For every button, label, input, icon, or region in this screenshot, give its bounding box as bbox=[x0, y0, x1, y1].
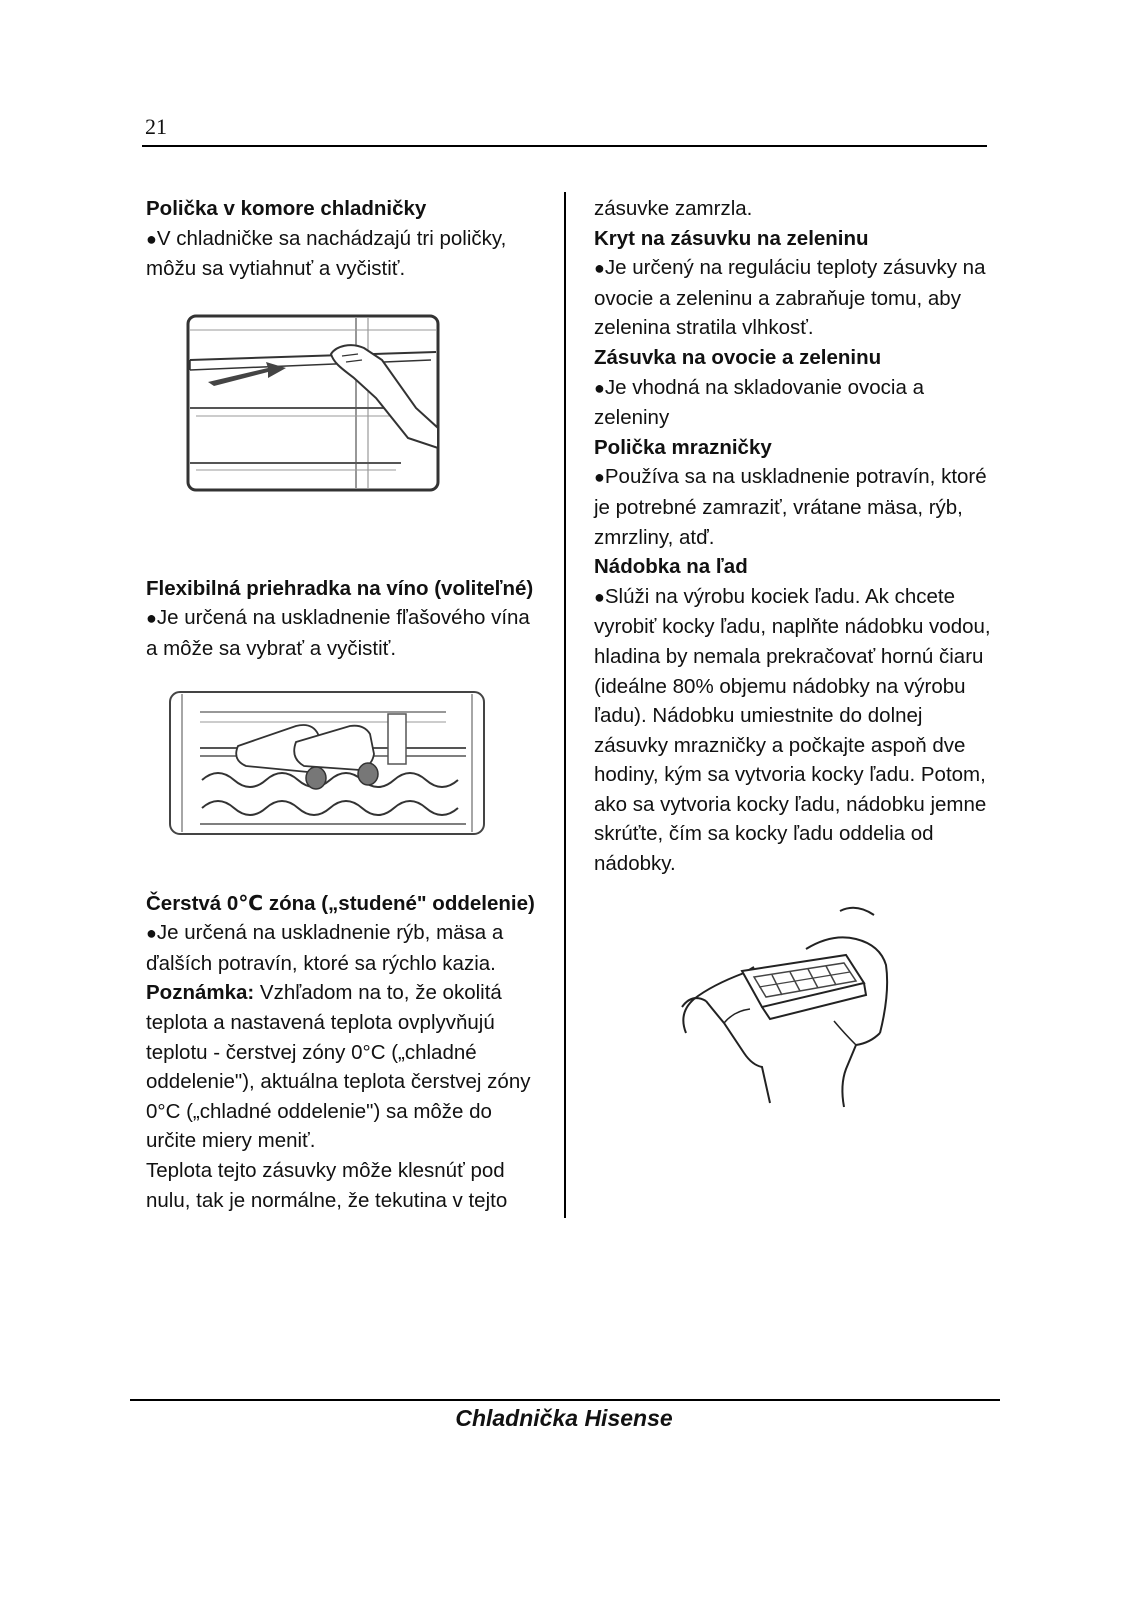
wine-rack-text: ●Je určená na uskladnenie fľašového vína a môže sa vybrať a vyčistiť. bbox=[146, 606, 530, 660]
bullet-icon: ● bbox=[594, 467, 605, 488]
fresh-zone-text: ●Je určená na uskladnenie rýb, mäsa a ďalších potravín, ktoré sa rýchlo kazia. bbox=[146, 921, 504, 975]
footer-rule bbox=[130, 1399, 1000, 1401]
ice-tray-text: ●Slúži na výrobu kociek ľadu. Ak chcete vyrobiť kocky ľadu, naplňte nádobku vodou, hladina by nemala prekračovať hornú čiaru (ideálne 80% objemu nádobky na výrobu ľadu). Nádobku umiestnite do dolnej zásuvky mrazničky a počkajte aspoň dve hodiny, kým sa vytvoria kocky ľadu. Potom, ako sa vytvoria kocky ľadu, nádobku jemne skrúťte, čím sa kocky ľadu oddelia od nádobky. bbox=[594, 584, 991, 876]
wine-rack-illustration bbox=[146, 684, 546, 859]
freezer-shelf-text: ●Používa sa na uskladnenie potravín, ktoré je potrebné zamraziť, vrátane mäsa, rýb, zmrzliny, atď. bbox=[594, 465, 987, 549]
bullet-icon: ● bbox=[146, 228, 157, 249]
left-column bbox=[146, 194, 546, 1215]
bullet-icon: ● bbox=[594, 586, 605, 607]
section-title-fridge-shelf: Polička v komore chladničky bbox=[146, 197, 427, 220]
note-text: Vzhľadom na to, že okolitá teplota a nastavená teplota ovplyvňujú teplotu - čerstvej zóny 0°C („chladné oddelenie"), aktuálna teplota čerstvej zóny 0°C („chladné oddelenie") sa môže do určite miery meniť. bbox=[146, 981, 531, 1153]
note-paragraph bbox=[146, 978, 546, 1156]
crisper-drawer-text: ●Je vhodná na skladovanie ovocia a zeleniny bbox=[594, 375, 924, 430]
section-title-ice-tray: Nádobka na ľad bbox=[594, 555, 748, 579]
bullet-icon: ● bbox=[594, 258, 605, 279]
section-title-crisper-drawer: Zásuvka na ovocie a zeleninu bbox=[594, 345, 882, 369]
section-title-crisper-cover: Kryt na zásuvku na zeleninu bbox=[594, 226, 869, 250]
footer-title: Chladnička Hisense bbox=[455, 1405, 673, 1431]
bullet-icon: ● bbox=[594, 377, 605, 398]
fridge-shelf-text: ●V chladničke sa nachádzajú tri poličky, môžu sa vytiahnuť a vyčistiť. bbox=[146, 226, 507, 281]
header-rule bbox=[142, 145, 987, 147]
section-title-fresh-zone: Čerstvá 0℃ zóna („studené" oddelenie) bbox=[146, 891, 535, 915]
temperature-text: Teplota tejto zásuvky môže klesnúť pod nulu, tak je normálne, že tekutina v tejto bbox=[146, 1158, 508, 1212]
bullet-icon: ● bbox=[146, 923, 157, 944]
section-title-wine-rack: Flexibilná priehradka na víno (voliteľné) bbox=[146, 576, 534, 600]
right-column bbox=[594, 194, 994, 1123]
ice-tray-illustration bbox=[594, 893, 994, 1123]
note-label: Poznámka: bbox=[146, 981, 255, 1005]
shelf-illustration bbox=[146, 298, 546, 538]
bullet-icon: ● bbox=[146, 608, 157, 629]
crisper-cover-text: ●Je určený na reguláciu teploty zásuvky na ovocie a zeleninu a zabraňuje tomu, aby zelenina stratila vlhkosť. bbox=[594, 256, 986, 340]
column-divider bbox=[564, 192, 566, 1218]
section-title-freezer-shelf: Polička mrazničky bbox=[594, 435, 772, 459]
continued-text: zásuvke zamrzla. bbox=[594, 197, 753, 220]
page-number: 21 bbox=[145, 114, 167, 139]
